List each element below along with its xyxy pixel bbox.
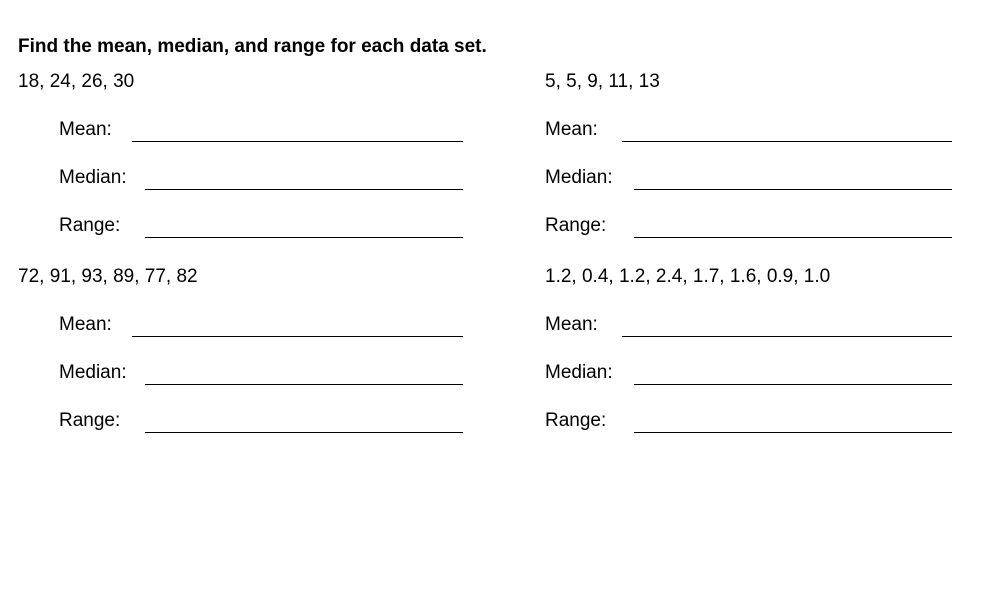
range-label-2: Range: [545, 215, 607, 236]
dataset-2: 5, 5, 9, 11, 13 [545, 71, 660, 92]
mean-answer-line-4[interactable] [622, 336, 952, 337]
mean-label-4: Mean: [545, 314, 598, 335]
mean-label-2: Mean: [545, 119, 598, 140]
range-label-4: Range: [545, 410, 607, 431]
mean-label-1: Mean: [59, 119, 112, 140]
median-answer-line-3[interactable] [145, 384, 463, 385]
range-label-3: Range: [59, 410, 121, 431]
range-answer-line-3[interactable] [145, 432, 463, 433]
mean-answer-line-3[interactable] [132, 336, 463, 337]
range-answer-line-2[interactable] [634, 237, 952, 238]
median-answer-line-2[interactable] [634, 189, 952, 190]
median-label-3: Median: [59, 362, 127, 383]
median-answer-line-4[interactable] [634, 384, 952, 385]
range-label-1: Range: [59, 215, 121, 236]
mean-label-3: Mean: [59, 314, 112, 335]
worksheet-title: Find the mean, median, and range for each data set. [18, 36, 487, 57]
median-label-2: Median: [545, 167, 613, 188]
median-label-4: Median: [545, 362, 613, 383]
range-answer-line-1[interactable] [145, 237, 463, 238]
mean-answer-line-1[interactable] [132, 141, 463, 142]
dataset-1: 18, 24, 26, 30 [18, 71, 135, 92]
mean-answer-line-2[interactable] [622, 141, 952, 142]
median-label-1: Median: [59, 167, 127, 188]
dataset-4: 1.2, 0.4, 1.2, 2.4, 1.7, 1.6, 0.9, 1.0 [545, 266, 831, 287]
range-answer-line-4[interactable] [634, 432, 952, 433]
dataset-3: 72, 91, 93, 89, 77, 82 [18, 266, 198, 287]
median-answer-line-1[interactable] [145, 189, 463, 190]
